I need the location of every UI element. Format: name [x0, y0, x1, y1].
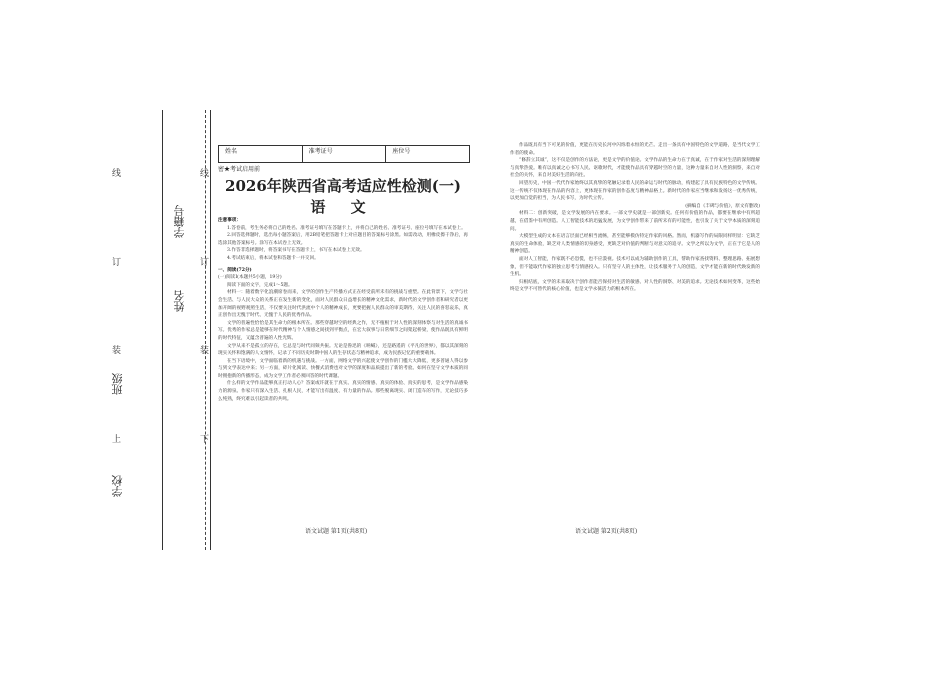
binding-mark: 装 — [200, 346, 210, 356]
exam-title: 2026年陕西省高考适应性检测(一) — [225, 177, 461, 195]
passage-paragraph: 文学的普遍性恰恰是其生命力的根本所在。那些穿越时空的经典之作，无不植根于对人性的深刻体察与对生活的真诚书写。优秀的作家总是能够在时代精神与个人情感之间找到平衡点，在宏大叙事与日常细节之间架起桥梁，使作品既具有鲜明的时代特征，又蕴含普遍的人性光辉。 — [218, 320, 468, 341]
binding-solid-line — [162, 110, 163, 550]
binding-mark: 装 — [112, 346, 122, 356]
passage-paragraph: 在当下语境中，文学面临着新的机遇与挑战。一方面，网络文学的兴起使文学创作的门槛大大降低，更多普通人得以参与到文学表达中来；另一方面，碎片化阅读、快餐式消费也对文学的深度和品质提出了新的考验。如何在坚守文学本质的同时拥抱新的传播形态，成为文学工作者必须回答的时代课题。 — [218, 358, 468, 379]
passage-paragraph: 材料二：创新突破，是文学发展的内在要求。一部文学史就是一部创新史。任何有价值的作品，都要在继承中有所超越，在借鉴中有所创造。人工智能技术的迅猛发展，为文学创作带来了前所未有的可能性，也引发了关于文学本质的深刻追问。 — [510, 211, 760, 232]
note-item: 2.回答选择题时，选出每小题答案后，用2B铅笔把答题卡上对应题目的答案标号涂黑。如需改动，用橡皮擦干净后，再选涂其他答案标号。涂写在本试卷上无效。 — [218, 233, 468, 246]
page-footer-1: 语文试题 第1页(共8页) — [305, 528, 368, 535]
binding-inner-line — [210, 110, 211, 550]
left-column — [218, 217, 468, 522]
candidate-info-box — [218, 145, 470, 163]
passage-paragraph: 回望历史，中国一代代作家始终以其真挚的笔触记录着人民的命运与时代的脉动，构建起了具有民族特色的文学传统。这一传统不仅体现在作品的内容上，更体现在作家的创作态度与精神品格上。新时代的作家应当继承和发扬这一优秀传统，以更加自觉的担当，为人民书写，为时代立传。 — [510, 180, 760, 202]
note-item: 1.答卷前，考生务必将自己的姓名、准考证号填写在答题卡上，并将自己的姓名、准考证号、座位号填写在本试卷上。 — [227, 225, 466, 231]
passage-paragraph: 文学从来不是孤立的存在，它总是与时代同频共振。无论是鲁迅的《呐喊》，还是路遥的《平凡的世界》，都以其深刻的现实关怀和饱满的人文情怀，记录了不同历史时期中国人的生存状态与精神追求，成为民族记忆的重要载体。 — [218, 343, 468, 357]
subsection-heading: (一)阅读Ⅰ(本题共5小题，19分) — [218, 275, 282, 281]
seat-number-label: 座位号 — [392, 148, 411, 155]
binding-mark: 下 — [200, 435, 210, 445]
confidential-label: 密★考试启用前 — [218, 166, 261, 173]
section-heading: 一、阅读(72分) — [218, 267, 252, 273]
instruction: 阅读下面的文字，完成1～5题。 — [227, 282, 293, 288]
passage-paragraph: 大模型生成的文本在语言层面已经相当流畅，甚至能够模仿特定作家的风格。然而，机器写作的局限同样明显：它缺乏真实的生命体验，缺乏对人类情感的切身感受，更缺乏对价值的判断与对意义的追寻。文学之所以为文学，正在于它是人的精神创造。 — [510, 234, 760, 255]
source-note: (摘编自《丰碑与价值》，原文有删改) — [685, 203, 760, 209]
name-field-label: 姓名 — [225, 148, 238, 155]
notes-title: 注意事项： — [218, 218, 241, 223]
passage-paragraph: 什么样的文学作品能够真正打动人心？答案或许就在于真实。真实的情感、真实的体验、真实的思考，是文学作品感染力的源泉。作家只有深入生活、扎根人民，才能写出有温度、有力量的作品。那些脱离现实、闭门造车的写作，无论技巧多么纯熟，终究难以引起读者的共鸣。 — [218, 381, 468, 402]
binding-mark: 订 — [200, 258, 210, 268]
passage-paragraph: “修辞立其诚”，这不仅是创作的方法论，更是文学的价值论。文学作品的生命力在于真诚，在于作家对生活的深刻理解与真挚热爱。唯有以真诚之心书写人民、讴歌时代，才能使作品具有穿越时空的力量，这种力量来自对人性的洞察，来自对社会的关怀，来自对美好生活的向往。 — [510, 158, 760, 179]
exam-number-label: 准考证号 — [308, 148, 333, 155]
student-id-label: 学籍号 — [173, 205, 186, 238]
passage-paragraph: 作品既具有当下可见的价值，更能在历史长河中闪烁着永恒的光芒。走出一条具有中国特色的文学道路，是当代文学工作者的使命。 — [510, 143, 760, 156]
binding-mark: 线 — [200, 169, 210, 179]
right-column — [510, 142, 760, 522]
seat-number-cell[interactable] — [385, 146, 469, 162]
name-label: 姓名 — [173, 290, 186, 312]
page-footer-2: 语文试题 第2页(共8页) — [575, 528, 638, 535]
passage-paragraph: 材料一：随着数字化浪潮席卷而来，文学的创作生产传播方式正在经受前所未有的挑战与重塑。在此背景下，文学与社会生活、与人民大众的关系正在发生新的变化，面对人民群众日益增长的精神文化需求，新时代的文学创作者和研究者以更加开阔的视野观照生活，不仅要关注时代洪流中个人的精神成长，更要把握人民群众的审美期待，关注人民的喜怒哀乐，真正创作出无愧于时代、无愧于人民的优秀作品。 — [218, 290, 468, 319]
binding-mark: 线 — [112, 169, 122, 179]
passage-paragraph: 面对人工智能，作家既不必恐慌，也不应漠视。技术可以成为辅助创作的工具，帮助作家查找资料、整理思路、拓展想象，但不能取代作家的独立思考与情感投入。只有坚守人的主体性，让技术服务于人的创造，文学才能在新的时代焕发新的生机。 — [510, 256, 760, 278]
exam-number-cell[interactable] — [302, 146, 386, 162]
passage-paragraph: 归根结底，文学的未来取决于创作者能否保持对生活的敏感、对人性的洞察、对美的追求。无论技术如何变革，这些始终是文学不可替代的核心价值，也是文学永葆活力的根本所在。 — [510, 279, 760, 293]
note-item: 3.作答非选择题时，将答案书写在答题卡上，书写在本试卷上无效。 — [227, 248, 365, 254]
subject-title: 语 文 — [310, 198, 376, 216]
binding-mark: 上 — [112, 435, 122, 445]
binding-mark: 订 — [112, 258, 122, 268]
class-label: 班级 — [111, 373, 124, 395]
note-item: 4.考试结束后，将本试卷和答题卡一并交回。 — [227, 255, 319, 261]
name-cell[interactable] — [219, 146, 302, 162]
school-label: 学校 — [111, 475, 124, 497]
